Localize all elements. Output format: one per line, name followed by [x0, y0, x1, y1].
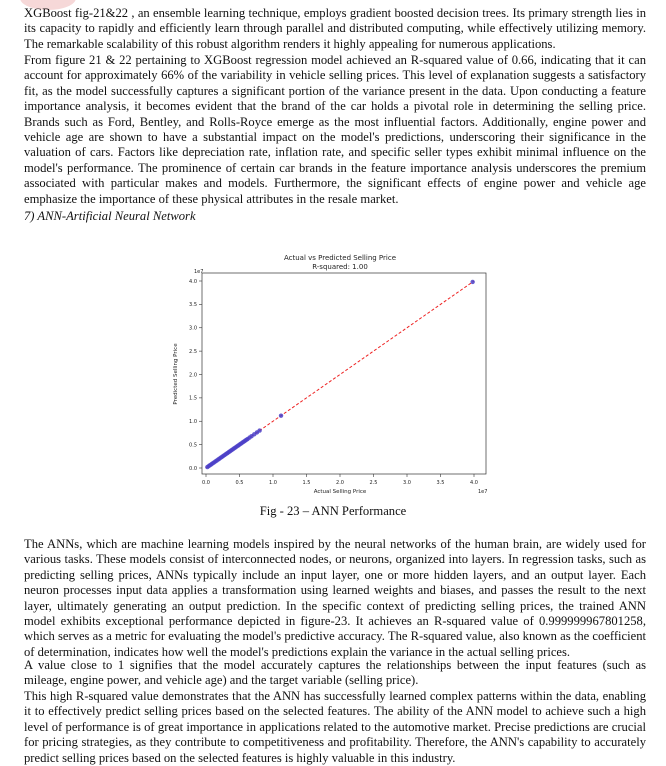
x-offset-label: 1e7	[478, 489, 488, 495]
y-tick-label: 0.0	[189, 465, 197, 472]
y-tick-label: 2.0	[189, 372, 197, 379]
chart-title: Actual vs Predicted Selling Price	[283, 254, 397, 262]
x-tick-label: 2.0	[336, 480, 344, 486]
y-tick-label: 3.5	[189, 302, 197, 309]
x-tick-label: 3.5	[436, 480, 445, 486]
x-tick-label: 3.0	[403, 480, 411, 486]
data-point	[279, 413, 283, 417]
data-point	[470, 280, 474, 284]
figure-caption: Fig - 23 – ANN Performance	[259, 504, 407, 518]
x-tick-label: 1.0	[269, 480, 277, 486]
x-tick-label: 0.5	[235, 480, 244, 486]
paragraph-ann-conclusion: This high R-squared value demonstrates that the ANN has successfully learned complex patterns within the data, enabling it to effectively predict selling prices based on the selected features. The ability of the ANN model to achieve such a high level of performance is of great importance in applications related to the automotive market. Precise predictions are crucial for pricing strategies, as they contribute to competitiveness and profitability. Therefore, the ANN's capability to accurately predict selling prices based on the selected features is highly valuable in this industry.	[24, 689, 646, 765]
ann-scatter-chart	[166, 250, 506, 500]
y-tick-label: 4.0	[189, 278, 197, 285]
data-point	[257, 428, 261, 432]
section-heading: 7) ANN-Artificial Neural Network	[24, 209, 196, 223]
y-tick-label: 2.5	[189, 348, 197, 355]
x-tick-label: 0.0	[202, 480, 210, 486]
y-axis-label: Predicted Selling Price	[173, 343, 179, 405]
x-tick-label: 1.5	[302, 480, 311, 486]
chart-subtitle: R-squared: 1.00	[312, 263, 368, 271]
paragraph-xgboost-results: From figure 21 & 22 pertaining to XGBoost regression model achieved an R-squared value of 0.66, indicating that it can account for approximately 66% of the variability in vehicle selling prices. This level of explanation suggests a satisfactory fit, as the model successfully captures a significant portion of the variance present in the data. Upon conducting a feature importance analysis, it becomes evident that the brand of the car holds a pivotal role in determining the selling price. Brands such as Ford, Bentley, and Rolls-Royce emerge as the most influential factors. Additionally, engine power and vehicle age are shown to have a substantial impact on the model's predictions, underscoring their significance in the valuation of cars. Factors like depreciation rate, inflation rate, and specific seller types exhibit minimal influence on the model's performance. The prominence of certain car brands in the feature importance analysis underscores the premium associated with particular makes and models. Furthermore, the significant effects of engine power and vehicle age emphasize the importance of these physical attributes in the resale market.	[24, 53, 646, 206]
paragraph-ann-description: The ANNs, which are machine learning models inspired by the neural networks of the human brain, are widely used for various tasks. These models consist of interconnected nodes, or neurons, organized into layers. In regression tasks, such as predicting selling prices, ANNs typically include an input layer, one or more hidden layers, and an output layer. Each neuron processes input data applies a transformation using learned weights and biases, and passes the result to the next layer, ultimately generating an output prediction. In the specific context of predicting selling prices, the trained ANN model exhibits exceptional performance depicted in figure-23. It achieves an R-squared value of 0.999999967801258, which serves as a metric for evaluating the model's predictive accuracy. The R-squared value, also known as the coefficient of determination, indicates how well the model's predictions explain the variance in the actual selling prices.	[24, 537, 646, 659]
paragraph-r-squared-meaning: A value close to 1 signifies that the model accurately captures the relationships between the input features (such as mileage, engine power, and vehicle age) and the target variable (selling price).	[24, 658, 646, 688]
data-points	[205, 280, 475, 470]
y-axis-ticks	[189, 279, 202, 472]
y-tick-label: 3.0	[189, 325, 197, 332]
plot-frame	[202, 273, 486, 474]
x-axis-ticks	[202, 474, 478, 486]
y-tick-label: 1.0	[189, 419, 197, 426]
y-offset-label: 1e7	[194, 269, 204, 275]
y-tick-label: 1.5	[189, 395, 197, 402]
x-tick-label: 4.0	[470, 480, 478, 486]
y-tick-label: 0.5	[189, 442, 197, 449]
paragraph-xgboost-intro: XGBoost fig-21&22 , an ensemble learning technique, employs gradient boosted decision trees. Its primary strength lies in its capacity to rapidly and efficiently learn through parallel and distributed computing, while effectively utilizing memory. The remarkable scalability of this robust algorithm renders it highly appealing for numerous applications.	[24, 6, 646, 51]
x-axis-label: Actual Selling Price	[313, 489, 367, 495]
x-tick-label: 2.5	[369, 480, 378, 486]
